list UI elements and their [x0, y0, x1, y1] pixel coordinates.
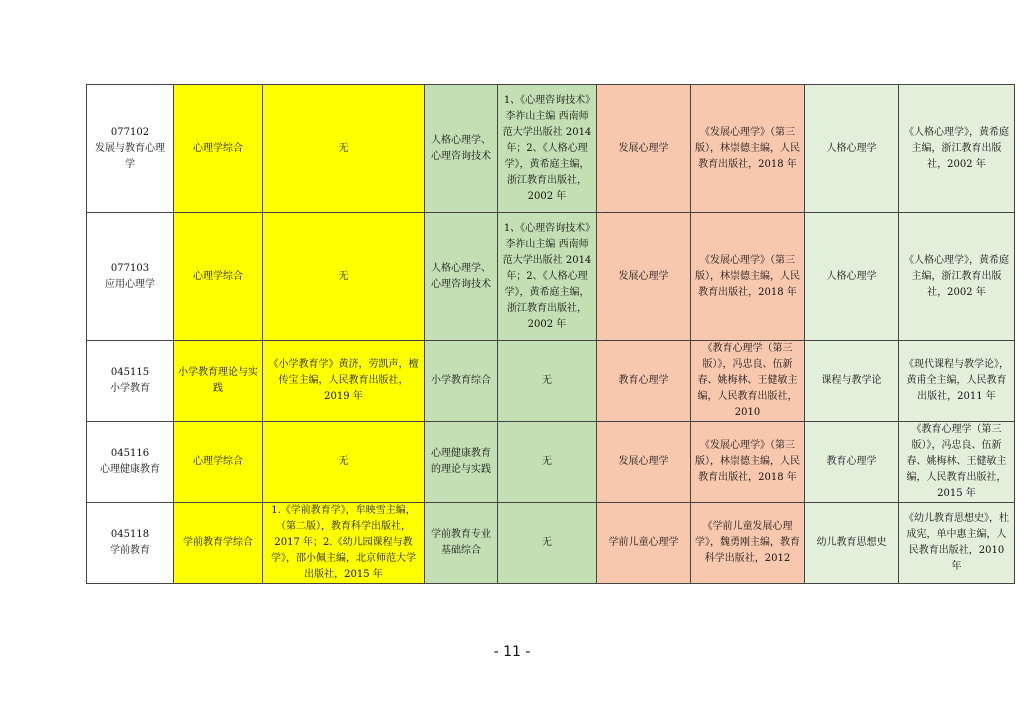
table-cell: 无: [263, 422, 425, 503]
table-cell: 学前教育学综合: [174, 503, 263, 584]
exam-subjects-table: [86, 84, 1015, 584]
table-row: [87, 503, 1015, 584]
table-cell: 《教育心理学（第三版）》，冯忠良、伍新春、姚梅林、王健敏主编，人民教育出版社，2015 年: [899, 422, 1015, 503]
table-cell: 《幼儿教育思想史》，杜成宪，单中惠主编，人民教育出版社，2010 年: [899, 503, 1015, 584]
table-cell: 学前儿童心理学: [597, 503, 691, 584]
table-cell: 无: [263, 85, 425, 213]
program-code: 077102: [110, 126, 150, 138]
table-cell: 人格心理学、心理咨询技术: [425, 213, 498, 341]
table-cell: 《教育心理学（第三版）》，冯忠良、伍新春、姚梅林、王健敏主编，人民教育出版社，2010: [691, 341, 805, 422]
program-code: 045116: [110, 448, 150, 459]
table-cell: 《学前儿童发展心理学》，魏勇刚主编，教育科学出版社，2012: [691, 503, 805, 584]
program-cell: [87, 503, 174, 584]
program-name: 发展与教育心理学: [95, 142, 165, 170]
table-cell: 人格心理学: [805, 85, 899, 213]
program-code: 045115: [110, 367, 150, 378]
table-cell: 《发展心理学》（第三版），林崇德主编，人民教育出版社，2018 年: [691, 85, 805, 213]
program-name: 学前教育: [110, 545, 150, 556]
table-cell: 发展心理学: [597, 85, 691, 213]
table-cell: 1、《心理咨询技术》李祚山主编 西南师范大学出版社 2014 年；2、《人格心理学》，黄希庭主编，浙江教育出版社，2002 年: [498, 213, 597, 341]
table-cell: 《人格心理学》，黄希庭主编，浙江教育出版社，2002 年: [899, 85, 1015, 213]
table-cell: 人格心理学: [805, 213, 899, 341]
table-cell: 无: [498, 341, 597, 422]
table-cell: 《现代课程与教学论》，黄甫全主编，人民教育出版社，2011 年: [899, 341, 1015, 422]
table-cell: 课程与教学论: [805, 341, 899, 422]
table-cell: 《发展心理学》（第三版），林崇德主编，人民教育出版社，2018 年: [691, 422, 805, 503]
table-cell: 小学教育综合: [425, 341, 498, 422]
program-cell: [87, 341, 174, 422]
table-row: [87, 341, 1015, 422]
table-cell: 无: [498, 422, 597, 503]
program-name: 小学教育: [110, 383, 150, 394]
program-code: 045118: [110, 529, 150, 540]
table-cell: 心理学综合: [174, 213, 263, 341]
table-row: [87, 422, 1015, 503]
program-name: 应用心理学: [105, 278, 155, 290]
table-cell: 《小学教育学》黄济，劳凯声，檀传宝主编，人民教育出版社，2019 年: [263, 341, 425, 422]
table-cell: 发展心理学: [597, 422, 691, 503]
table-cell: 心理学综合: [174, 85, 263, 213]
table-cell: 教育心理学: [597, 341, 691, 422]
table-cell: 1.《学前教育学》，牟映雪主编，（第二版），教育科学出版社，2017 年；2.《幼儿园课程与教学》，邵小佩主编，北京师范大学出版社，2015 年: [263, 503, 425, 584]
table-cell: 小学教育理论与实践: [174, 341, 263, 422]
table-cell: 教育心理学: [805, 422, 899, 503]
table-row: [87, 85, 1015, 213]
table-cell: 《发展心理学》（第三版），林崇德主编，人民教育出版社，2018 年: [691, 213, 805, 341]
table-cell: 人格心理学、心理咨询技术: [425, 85, 498, 213]
program-cell: [87, 213, 174, 341]
table-cell: 《人格心理学》，黄希庭主编，浙江教育出版社，2002 年: [899, 213, 1015, 341]
table-cell: 无: [498, 503, 597, 584]
table-cell: 1、《心理咨询技术》李祚山主编 西南师范大学出版社 2014 年；2、《人格心理学》，黄希庭主编，浙江教育出版社，2002 年: [498, 85, 597, 213]
table-cell: 无: [263, 213, 425, 341]
program-code: 077103: [110, 262, 150, 274]
table-cell: 心理健康教育的理论与实践: [425, 422, 498, 503]
table-cell: 学前教育专业基础综合: [425, 503, 498, 584]
table-body: [87, 85, 1015, 584]
table-cell: 心理学综合: [174, 422, 263, 503]
program-cell: [87, 422, 174, 503]
page-number: - 11 -: [493, 644, 531, 660]
table-cell: 发展心理学: [597, 213, 691, 341]
program-name: 心理健康教育: [100, 464, 160, 475]
table-row: [87, 213, 1015, 341]
table-cell: 幼儿教育思想史: [805, 503, 899, 584]
program-cell: [87, 85, 174, 213]
